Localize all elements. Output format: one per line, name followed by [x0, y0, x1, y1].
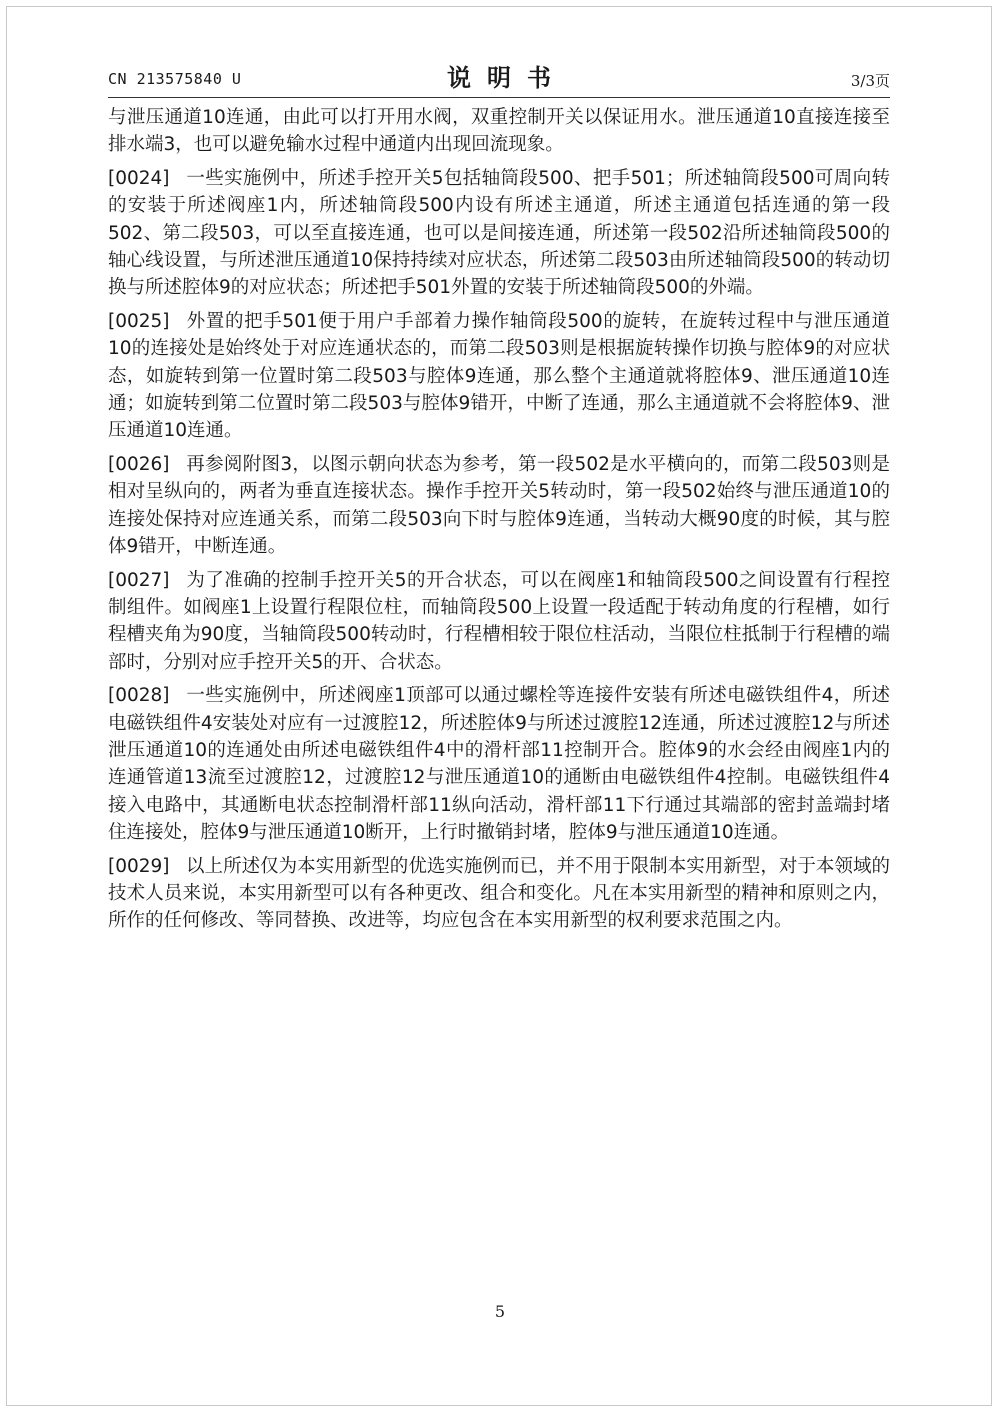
paragraph-0026: [108, 451, 890, 561]
paragraph-number: [0028]: [108, 685, 170, 707]
paragraph-continuation: [108, 104, 890, 159]
paragraph-number: [0029]: [108, 855, 170, 877]
publication-number: CN 213575840 U: [108, 70, 242, 88]
paragraph-text: 与泄压通道10连通，由此可以打开用水阀，双重控制开关以保证用水。泄压通道10直接连接至排水端3，也可以避免输水过程中通道内出现回流现象。: [108, 107, 890, 156]
paragraph-number: [0025]: [108, 310, 170, 332]
paragraph-text: 一些实施例中，所述阀座1顶部可以通过螺栓等连接件安装有所述电磁铁组件4，所述电磁铁组件4安装处对应有一过渡腔12，所述腔体9与所述过渡腔12连通，所述过渡腔12与所述泄压通道10的连通处由所述电磁铁组件4中的滑杆部11控制开合。腔体9的水会经由阀座1内的连通管道13流至过渡腔12，过渡腔12与泄压通道10的通断由电磁铁组件4控制。电磁铁组件4接入电路中，其通断电状态控制滑杆部11纵向活动，滑杆部11下行通过其端部的密封盖端封堵住连接处，腔体9与泄压通道10断开，上行时撤销封堵，腔体9与泄压通道10连通。: [108, 685, 890, 844]
paragraph-0024: [108, 165, 890, 302]
paragraph-number: [0027]: [108, 569, 170, 591]
document-body: [108, 104, 890, 941]
paragraph-text: 以上所述仅为本实用新型的优选实施例而已，并不用于限制本实用新型，对于本领域的技术人员来说，本实用新型可以有各种更改、组合和变化。凡在本实用新型的精神和原则之内，所作的任何修改、等同替换、改进等，均应包含在本实用新型的权利要求范围之内。: [108, 855, 890, 932]
paragraph-0029: [108, 853, 890, 935]
paragraph-number: [0024]: [108, 167, 170, 189]
paragraph-text: 为了准确的控制手控开关5的开合状态，可以在阀座1和轴筒段500之间设置有行程控制组件。如阀座1上设置行程限位柱，而轴筒段500上设置一段适配于转动角度的行程槽，如行程槽夹角为90度，当轴筒段500转动时，行程槽相较于限位柱活动，当限位柱抵制于行程槽的端部时，分别对应手控开关5的开、合状态。: [108, 569, 890, 673]
paragraph-0025: [108, 308, 890, 445]
paragraph-0027: [108, 567, 890, 677]
paragraph-0028: [108, 682, 890, 846]
document-title: 说明书: [447, 64, 567, 92]
paragraph-number: [0026]: [108, 453, 170, 475]
paragraph-text: 外置的把手501便于用户手部着力操作轴筒段500的旋转，在旋转过程中与泄压通道10的连接处是始终处于对应连通状态的，而第二段503则是根据旋转操作切换与腔体9的对应状态，如旋转到第一位置时第二段503与腔体9连通，那么整个主通道就将腔体9、泄压通道10连通；如旋转到第二位置时第二段503与腔体9错开，中断了连通，那么主通道就不会将腔体9、泄压通道10连通。: [108, 310, 890, 442]
header-divider: [108, 97, 890, 98]
document-header: [108, 58, 890, 98]
page-count: 3/3页: [850, 72, 890, 90]
paragraph-text: 再参阅附图3，以图示朝向状态为参考，第一段502是水平横向的，而第二段503则是相对呈纵向的，两者为垂直连接状态。操作手控开关5转动时，第一段502始终与泄压通道10的连接处保持对应连通关系，而第二段503向下时与腔体9连通，当转动大概90度的时候，其与腔体9错开，中断连通。: [108, 453, 890, 558]
paragraph-text: 一些实施例中，所述手控开关5包括轴筒段500、把手501；所述轴筒段500可周向转的安装于所述阀座1内，所述轴筒段500内设有所述主通道，所述主通道包括连通的第一段502、第二段503，可以至直接连通，也可以是间接连通，所述第一段502沿所述轴筒段500的轴心线设置，与所述泄压通道10保持持续对应状态，所述第二段503由所述轴筒段500的转动切换与所述腔体9的对应状态；所述把手501外置的安装于所述轴筒段500的外端。: [108, 167, 890, 299]
page-number: 5: [494, 1302, 506, 1321]
